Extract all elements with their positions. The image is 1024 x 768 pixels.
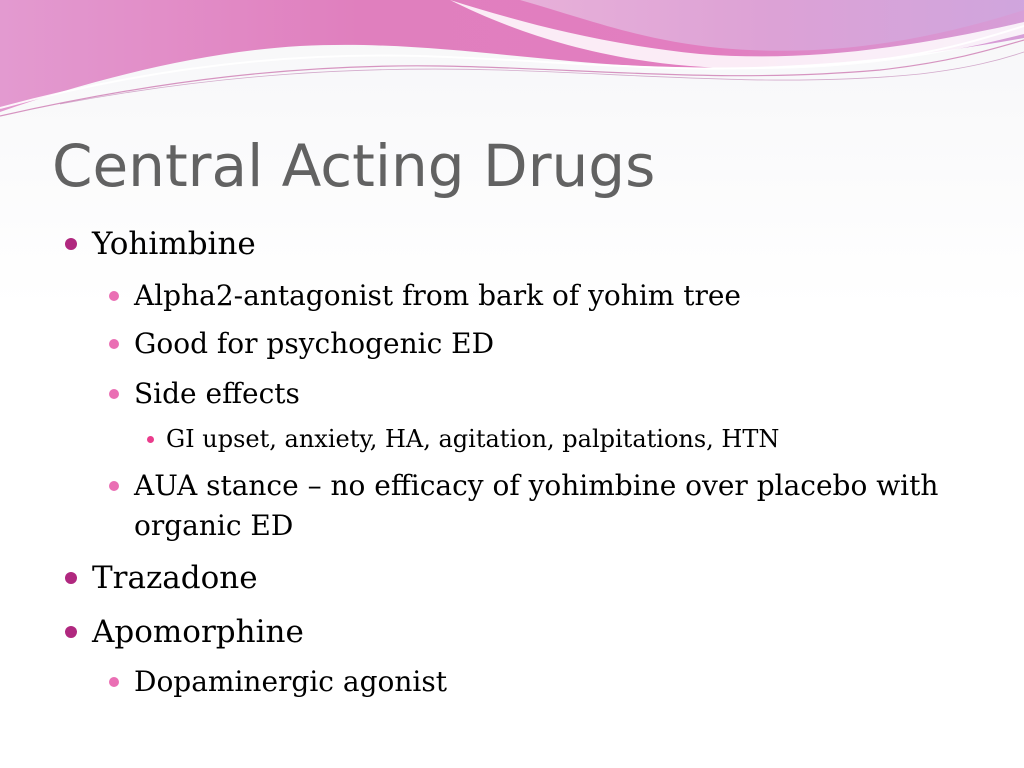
bullet-text: Good for psychogenic ED bbox=[134, 327, 495, 360]
bullet-apomorphine-dopaminergic bbox=[134, 662, 447, 702]
bullet-dot bbox=[109, 481, 119, 491]
bullet-text: Yohimbine bbox=[92, 226, 256, 262]
slide-title: Central Acting Drugs bbox=[52, 132, 656, 200]
bullet-dot bbox=[65, 572, 77, 584]
bullet-yohimbine-side-effects bbox=[134, 374, 300, 414]
bullet-text: Dopaminergic agonist bbox=[134, 665, 447, 698]
bullet-yohimbine-aua-continuation bbox=[134, 506, 293, 546]
bullet-apomorphine bbox=[92, 612, 304, 652]
bullet-dot bbox=[109, 291, 119, 301]
bullet-yohimbine-alpha2 bbox=[134, 276, 741, 316]
bullet-dot bbox=[65, 238, 77, 250]
bullet-dot bbox=[65, 626, 77, 638]
bullet-text: Trazadone bbox=[92, 560, 258, 596]
bullet-trazadone bbox=[92, 558, 258, 598]
bullet-dot bbox=[147, 436, 154, 443]
bullet-yohimbine-aua bbox=[134, 466, 938, 506]
bullet-dot bbox=[109, 339, 119, 349]
bullet-yohimbine-good-for bbox=[134, 324, 494, 364]
bullet-text: Apomorphine bbox=[92, 614, 304, 650]
bullet-text: AUA stance – no efficacy of yohimbine over placebo with bbox=[134, 469, 939, 502]
bullet-dot bbox=[109, 677, 119, 687]
bullet-text: Alpha2-antagonist from bark of yohim tree bbox=[134, 279, 742, 312]
bullet-text: organic ED bbox=[134, 509, 294, 542]
bullet-text: Side effects bbox=[134, 377, 300, 410]
bullet-yohimbine-side-effects-list bbox=[166, 424, 779, 454]
bullet-yohimbine bbox=[92, 224, 256, 264]
bullet-text: GI upset, anxiety, HA, agitation, palpitations, HTN bbox=[166, 425, 780, 453]
bullet-dot bbox=[109, 389, 119, 399]
